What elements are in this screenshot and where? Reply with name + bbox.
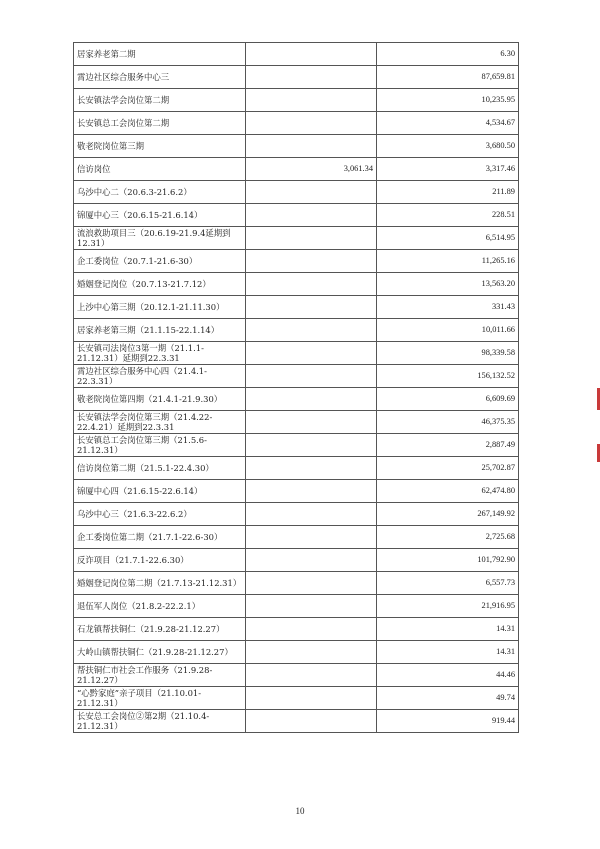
amount-cell: 87,659.81 bbox=[377, 66, 519, 89]
project-name-cell: 敬老院岗位第三期 bbox=[74, 135, 246, 158]
project-name-cell: 乌沙中心三（21.6.3-22.6.2） bbox=[74, 503, 246, 526]
prior-amount-cell bbox=[246, 480, 377, 503]
amount-cell: 14.31 bbox=[377, 641, 519, 664]
project-name-cell: 信访岗位 bbox=[74, 158, 246, 181]
table-row bbox=[74, 434, 519, 457]
prior-amount-cell bbox=[246, 664, 377, 687]
amount-cell: 25,702.87 bbox=[377, 457, 519, 480]
prior-amount-cell bbox=[246, 365, 377, 388]
table-row bbox=[74, 181, 519, 204]
project-name-cell: 长安镇法学会岗位第二期 bbox=[74, 89, 246, 112]
prior-amount-cell bbox=[246, 227, 377, 250]
table-row bbox=[74, 595, 519, 618]
project-name-cell: 婚姻登记岗位第二期（21.7.13-21.12.31） bbox=[74, 572, 246, 595]
prior-amount-cell bbox=[246, 250, 377, 273]
project-name-cell: 居家养老第二期 bbox=[74, 43, 246, 66]
prior-amount-cell bbox=[246, 572, 377, 595]
prior-amount-cell bbox=[246, 342, 377, 365]
amount-cell: 4,534.67 bbox=[377, 112, 519, 135]
prior-amount-cell bbox=[246, 319, 377, 342]
project-name-cell: 退伍军人岗位（21.8.2-22.2.1） bbox=[74, 595, 246, 618]
project-name-cell: 石龙镇帮扶铜仁（21.9.28-21.12.27） bbox=[74, 618, 246, 641]
amount-cell: 6,609.69 bbox=[377, 388, 519, 411]
table-row bbox=[74, 273, 519, 296]
table-row bbox=[74, 503, 519, 526]
prior-amount-cell bbox=[246, 388, 377, 411]
prior-amount-cell: 3,061.34 bbox=[246, 158, 377, 181]
prior-amount-cell bbox=[246, 89, 377, 112]
project-name-cell: 长安镇法学会岗位第三期（21.4.22-22.4.21）延期到22.3.31 bbox=[74, 411, 246, 434]
project-name-cell: 企工委岗位第二期（21.7.1-22.6-30） bbox=[74, 526, 246, 549]
amount-cell: 101,792.90 bbox=[377, 549, 519, 572]
amount-cell: 49.74 bbox=[377, 687, 519, 710]
table-row bbox=[74, 480, 519, 503]
table-row bbox=[74, 365, 519, 388]
table-row bbox=[74, 66, 519, 89]
project-name-cell: 大岭山镇帮扶铜仁（21.9.28-21.12.27） bbox=[74, 641, 246, 664]
amount-cell: 2,887.49 bbox=[377, 434, 519, 457]
project-name-cell: 长安总工会岗位②第2期（21.10.4-21.12.31） bbox=[74, 710, 246, 733]
prior-amount-cell bbox=[246, 181, 377, 204]
project-name-cell: 婚姻登记岗位（20.7.13-21.7.12） bbox=[74, 273, 246, 296]
table-row bbox=[74, 618, 519, 641]
amount-cell: 331.43 bbox=[377, 296, 519, 319]
prior-amount-cell bbox=[246, 204, 377, 227]
table-row bbox=[74, 43, 519, 66]
prior-amount-cell bbox=[246, 135, 377, 158]
amount-cell: 156,132.52 bbox=[377, 365, 519, 388]
amount-cell: 62,474.80 bbox=[377, 480, 519, 503]
project-name-cell: 锦厦中心三（20.6.15-21.6.14） bbox=[74, 204, 246, 227]
project-name-cell: 流浪救助项目三（20.6.19-21.9.4延期到12.31） bbox=[74, 227, 246, 250]
table-row bbox=[74, 227, 519, 250]
project-name-cell: 乌沙中心二（20.6.3-21.6.2） bbox=[74, 181, 246, 204]
amount-cell: 44.46 bbox=[377, 664, 519, 687]
project-name-cell: 信访岗位第二期（21.5.1-22.4.30） bbox=[74, 457, 246, 480]
prior-amount-cell bbox=[246, 411, 377, 434]
prior-amount-cell bbox=[246, 710, 377, 733]
table-row bbox=[74, 158, 519, 181]
prior-amount-cell bbox=[246, 549, 377, 572]
prior-amount-cell bbox=[246, 296, 377, 319]
project-name-cell: 上沙中心第三期（20.12.1-21.11.30） bbox=[74, 296, 246, 319]
project-name-cell: 反诈项目（21.7.1-22.6.30） bbox=[74, 549, 246, 572]
table-row bbox=[74, 112, 519, 135]
prior-amount-cell bbox=[246, 526, 377, 549]
project-name-cell: 居家养老第三期（21.1.15-22.1.14） bbox=[74, 319, 246, 342]
ledger-body bbox=[74, 43, 519, 733]
table-row bbox=[74, 342, 519, 365]
prior-amount-cell bbox=[246, 457, 377, 480]
table-row bbox=[74, 296, 519, 319]
project-name-cell: 霄边社区综合服务中心四（21.4.1-22.3.31） bbox=[74, 365, 246, 388]
amount-cell: 10,011.66 bbox=[377, 319, 519, 342]
amount-cell: 211.89 bbox=[377, 181, 519, 204]
project-name-cell: 霄边社区综合服务中心三 bbox=[74, 66, 246, 89]
amount-cell: 228.51 bbox=[377, 204, 519, 227]
prior-amount-cell bbox=[246, 618, 377, 641]
table-row bbox=[74, 204, 519, 227]
table-row bbox=[74, 641, 519, 664]
ledger-table bbox=[73, 42, 519, 733]
table-row bbox=[74, 664, 519, 687]
table-row bbox=[74, 411, 519, 434]
amount-cell: 2,725.68 bbox=[377, 526, 519, 549]
amount-cell: 6,514.95 bbox=[377, 227, 519, 250]
prior-amount-cell bbox=[246, 112, 377, 135]
amount-cell: 13,563.20 bbox=[377, 273, 519, 296]
amount-cell: 98,339.58 bbox=[377, 342, 519, 365]
table-row bbox=[74, 710, 519, 733]
prior-amount-cell bbox=[246, 66, 377, 89]
table-row bbox=[74, 549, 519, 572]
amount-cell: 14.31 bbox=[377, 618, 519, 641]
amount-cell: 6,557.73 bbox=[377, 572, 519, 595]
table-row bbox=[74, 89, 519, 112]
amount-cell: 267,149.92 bbox=[377, 503, 519, 526]
prior-amount-cell bbox=[246, 687, 377, 710]
amount-cell: 3,317.46 bbox=[377, 158, 519, 181]
project-name-cell: 长安镇总工会岗位第三期（21.5.6-21.12.31） bbox=[74, 434, 246, 457]
amount-cell: 46,375.35 bbox=[377, 411, 519, 434]
prior-amount-cell bbox=[246, 641, 377, 664]
project-name-cell: 帮扶铜仁市社会工作服务（21.9.28-21.12.27） bbox=[74, 664, 246, 687]
project-name-cell: 敬老院岗位第四期（21.4.1-21.9.30） bbox=[74, 388, 246, 411]
amount-cell: 10,235.95 bbox=[377, 89, 519, 112]
project-name-cell: 企工委岗位（20.7.1-21.6-30） bbox=[74, 250, 246, 273]
prior-amount-cell bbox=[246, 273, 377, 296]
table-row bbox=[74, 526, 519, 549]
table-row bbox=[74, 687, 519, 710]
table-row bbox=[74, 388, 519, 411]
table-row bbox=[74, 457, 519, 480]
amount-cell: 11,265.16 bbox=[377, 250, 519, 273]
project-name-cell: 锦厦中心四（21.6.15-22.6.14） bbox=[74, 480, 246, 503]
table-row bbox=[74, 572, 519, 595]
table-row bbox=[74, 250, 519, 273]
prior-amount-cell bbox=[246, 503, 377, 526]
project-name-cell: 长安镇司法岗位3第一期（21.1.1-21.12.31）延期到22.3.31 bbox=[74, 342, 246, 365]
project-name-cell: “心黔家庭”亲子项目（21.10.01-21.12.31） bbox=[74, 687, 246, 710]
prior-amount-cell bbox=[246, 595, 377, 618]
page-number: 10 bbox=[295, 806, 305, 816]
amount-cell: 6.30 bbox=[377, 43, 519, 66]
table-row bbox=[74, 319, 519, 342]
prior-amount-cell bbox=[246, 434, 377, 457]
amount-cell: 3,680.50 bbox=[377, 135, 519, 158]
amount-cell: 919.44 bbox=[377, 710, 519, 733]
table-row bbox=[74, 135, 519, 158]
amount-cell: 21,916.95 bbox=[377, 595, 519, 618]
project-name-cell: 长安镇总工会岗位第二期 bbox=[74, 112, 246, 135]
prior-amount-cell bbox=[246, 43, 377, 66]
